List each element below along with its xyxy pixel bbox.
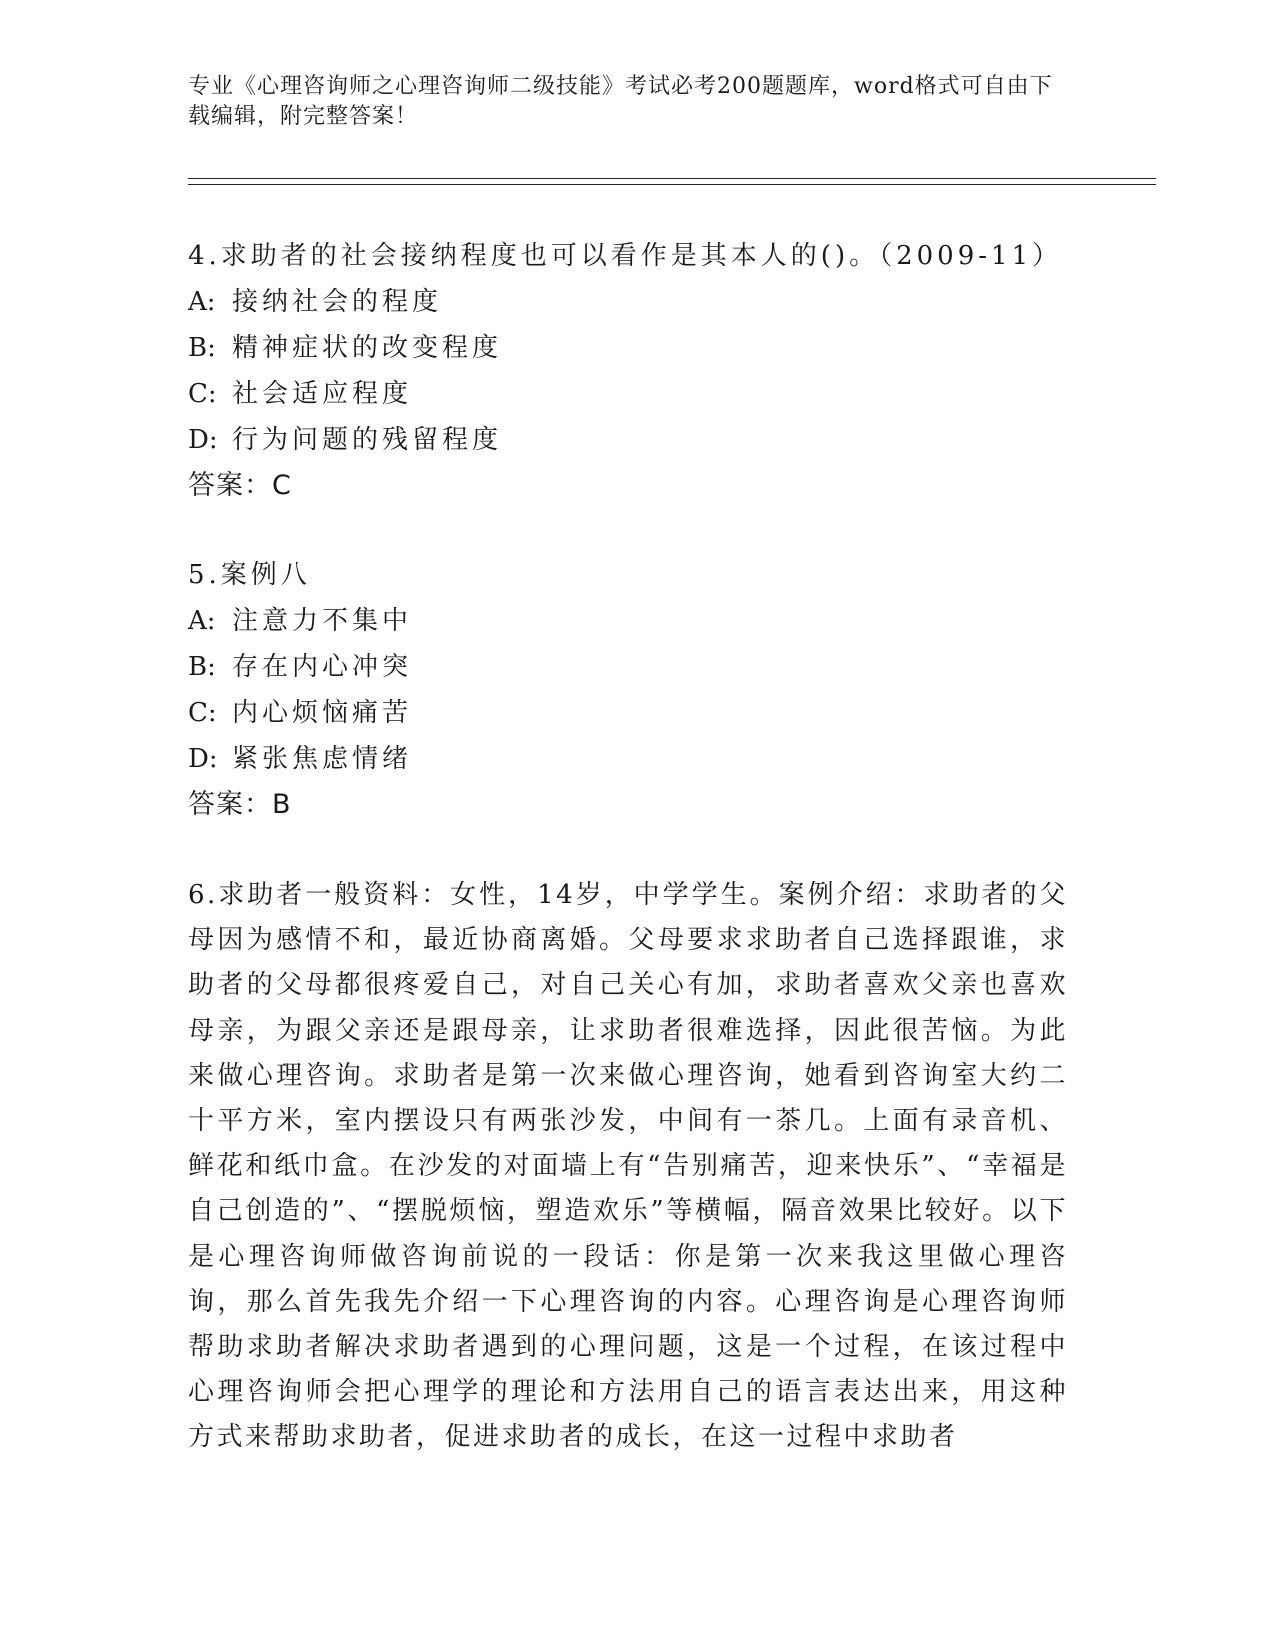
option-text: 社会适应程度	[232, 379, 413, 409]
option-c	[188, 690, 1068, 736]
option-text: 内心烦恼痛苦	[232, 698, 413, 728]
answer-line: 答案：C	[188, 470, 292, 501]
option-letter: A:	[188, 287, 216, 317]
question-5	[188, 552, 1068, 828]
option-c	[188, 371, 1068, 417]
option-a	[188, 279, 1068, 325]
option-b	[188, 325, 1068, 371]
option-letter: C:	[188, 698, 217, 728]
option-text: 紧张焦虑情绪	[232, 744, 413, 774]
question-stem: 6.求助者一般资料：女性，14岁，中学学生。案例介绍：求助者的父母因为感情不和，最近协商离婚。父母要求求助者自己选择跟谁，求助者的父母都很疼爱自己，对自己关心有加，求助者喜欢父亲也喜欢母亲，为跟父亲还是跟母亲，让求助者很难选择，因此很苦恼。为此来做心理咨询。求助者是第一次来做心理咨询，她看到咨询室大约二十平方米，室内摆设只有两张沙发，中间有一茶几。上面有录音机、鲜花和纸巾盒。在沙发的对面墙上有“告别痛苦，迎来快乐”、“幸福是自己创造的”、“摆脱烦恼，塑造欢乐”等横幅，隔音效果比较好。以下是心理咨询师做咨询前说的一段话：你是第一次来我这里做心理咨询，那么首先我先介绍一下心理咨询的内容。心理咨询是心理咨询师帮助求助者解决求助者遇到的心理问题，这是一个过程，在该过程中心理咨询师会把心理学的理论和方法用自己的语言表达出来，用这种方式来帮助求助者，促进求助者的成长，在这一过程中求助者	[188, 880, 1068, 1453]
header-rule-bottom	[188, 184, 1156, 185]
answer-line: 答案：B	[188, 789, 292, 820]
document-header: 专业《心理咨询师之心理咨询师二级技能》考试必考200题题库，word格式可自由下载编辑，附完整答案！	[188, 74, 1053, 129]
option-text: 行为问题的残留程度	[232, 425, 503, 455]
question-stem: 4.求助者的社会接纳程度也可以看作是其本人的()。（2009-11）	[188, 241, 1063, 271]
option-b	[188, 644, 1068, 690]
option-text: 注意力不集中	[232, 606, 413, 636]
option-letter: D:	[188, 425, 218, 455]
option-letter: B:	[188, 333, 216, 363]
option-letter: A:	[188, 606, 216, 636]
question-6	[188, 873, 1068, 1461]
option-d	[188, 417, 1068, 463]
header-rule-top	[188, 178, 1156, 179]
option-text: 存在内心冲突	[232, 652, 413, 682]
question-stem: 5.案例八	[188, 560, 311, 590]
question-4	[188, 233, 1068, 509]
option-text: 精神症状的改变程度	[232, 333, 503, 363]
option-letter: B:	[188, 652, 216, 682]
option-text: 接纳社会的程度	[232, 287, 443, 317]
option-letter: C:	[188, 379, 217, 409]
option-letter: D:	[188, 744, 218, 774]
option-a	[188, 598, 1068, 644]
option-d	[188, 736, 1068, 782]
